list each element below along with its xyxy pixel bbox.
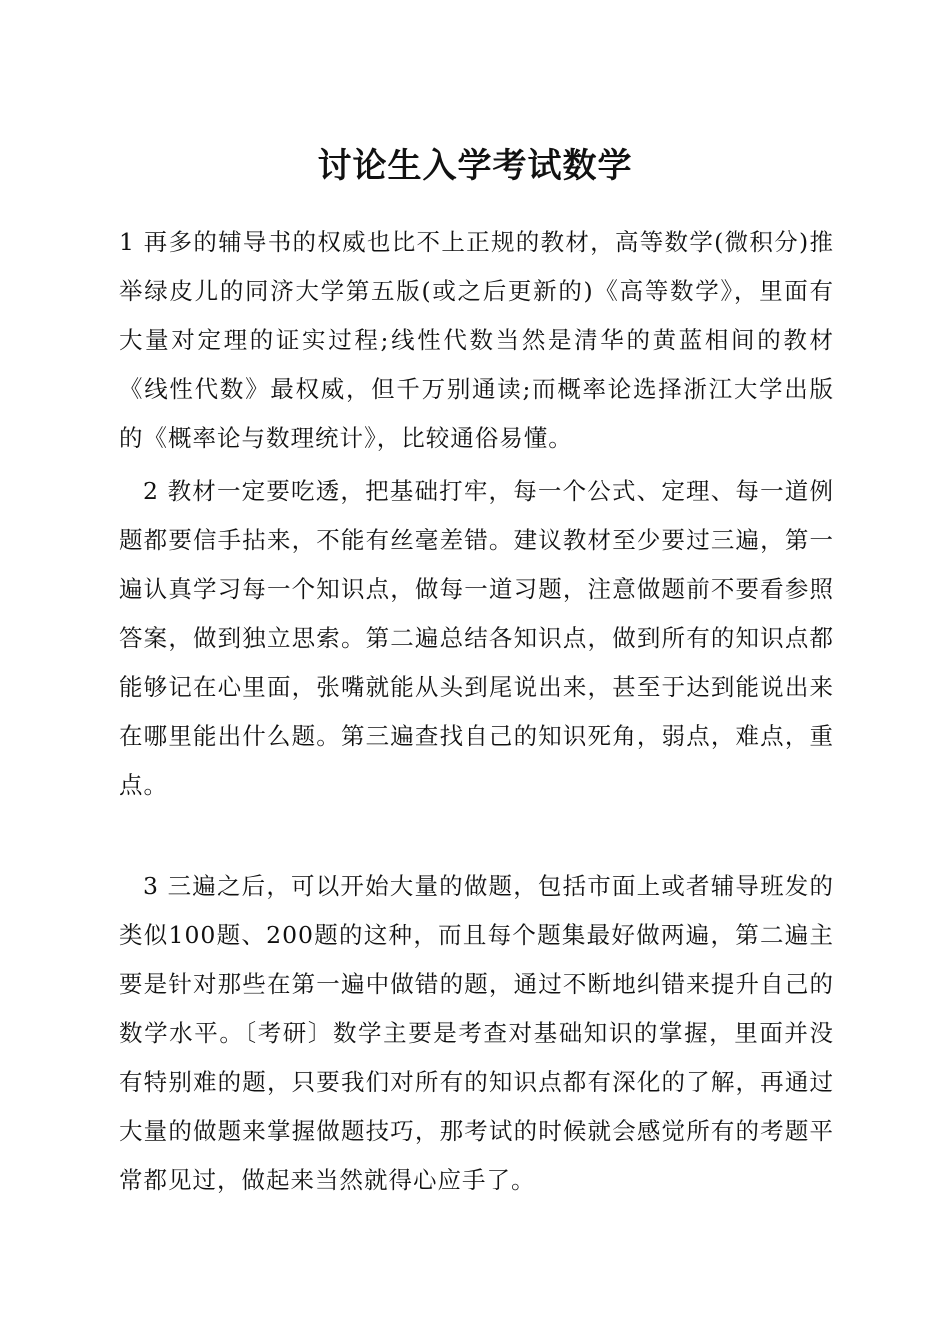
document-title: 讨论生入学考试数学	[317, 146, 633, 186]
paragraph-3: 3 三遍之后，可以开始大量的做题，包括市面上或者辅导班发的类似100题、200题的这种，而且每个题集最好做两遍，第二遍主要是针对那些在第一遍中做错的题，通过不断地纠错来提升自己的数学水平。〔考研〕数学主要是考查对基础知识的掌握，里面并没有特别难的题，只要我们对所有的知识点都有深化的了解，再通过大量的做题来掌握做题技巧，那考试的时候就会感觉所有的考题平常都见过，做起来当然就得心应手了。	[119, 872, 834, 1194]
paragraph-2: 2 教材一定要吃透，把基础打牢，每一个公式、定理、每一道例题都要信手拈来，不能有丝毫差错。建议教材至少要过三遍，第一遍认真学习每一个知识点，做每一道习题，注意做题前不要看参照答案，做到独立思索。第二遍总结各知识点，做到所有的知识点都能够记在心里面，张嘴就能从头到尾说出来，甚至于达到能说出来在哪里能出什么题。第三遍查找自己的知识死角，弱点，难点，重点。	[119, 477, 834, 799]
paragraph-1: 1 再多的辅导书的权威也比不上正规的教材，高等数学(微积分)推举绿皮儿的同济大学第五版(或之后更新的)《高等数学》，里面有大量对定理的证实过程;线性代数当然是清华的黄蓝相间的教材《线性代数》最权威，但千万别通读;而概率论选择浙江大学出版的《概率论与数理统计》，比较通俗易懂。	[119, 228, 834, 452]
